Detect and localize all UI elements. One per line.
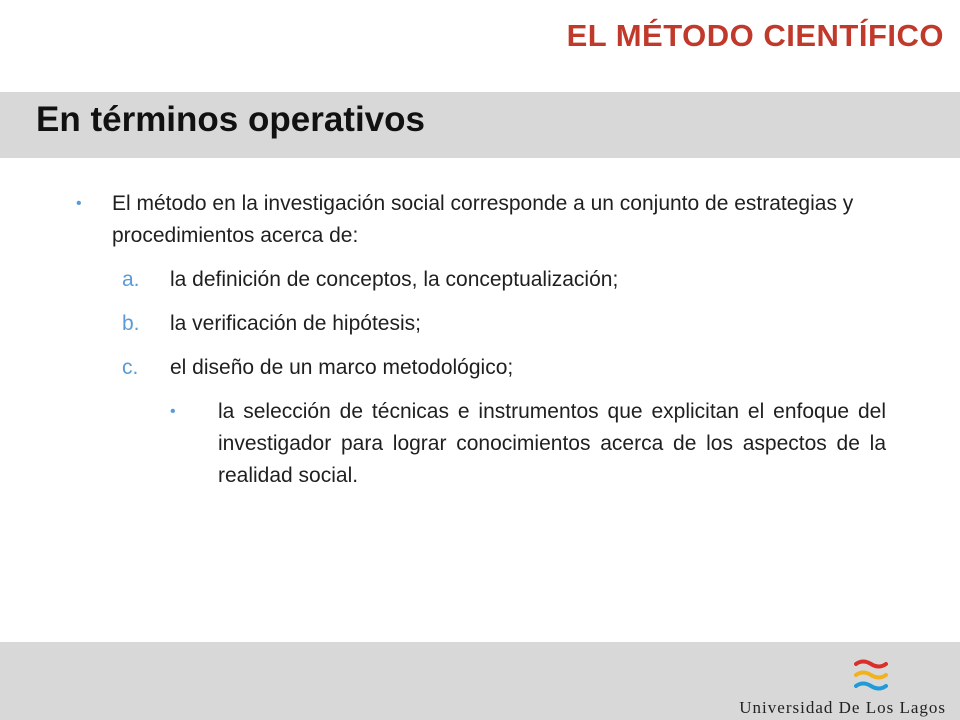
list-marker: c.: [122, 356, 139, 379]
list-item-text: la verificación de hipótesis;: [170, 312, 421, 335]
slide-title: En términos operativos: [36, 100, 425, 139]
sub-bullet: [76, 396, 886, 492]
list-item: [122, 308, 886, 340]
sub-list: [76, 264, 886, 384]
title-band: [0, 92, 960, 158]
footer-band: [0, 642, 960, 720]
list-item: [122, 264, 886, 296]
list-item: [122, 352, 886, 384]
main-bullet: [76, 188, 886, 252]
list-item-text: el diseño de un marco metodológico;: [170, 356, 514, 379]
list-item-text: la definición de conceptos, la conceptualización;: [170, 268, 619, 291]
sub-bullet-text: la selección de técnicas e instrumentos que explicitan el enfoque del investigador para lograr conocimientos acerca de los aspectos de la realidad social.: [218, 400, 886, 487]
slide-content: [76, 188, 886, 492]
list-marker: b.: [122, 312, 140, 335]
bullet-dot-icon: •: [170, 403, 176, 420]
main-bullet-text: El método en la investigación social corresponde a un conjunto de estrategias y procedimientos acerca de:: [112, 192, 854, 247]
university-logo-icon: [854, 658, 888, 692]
university-name: Universidad De Los Lagos: [739, 698, 946, 717]
bullet-dot-icon: •: [76, 195, 82, 212]
list-marker: a.: [122, 268, 140, 291]
header-title: EL MÉTODO CIENTÍFICO: [566, 18, 944, 53]
